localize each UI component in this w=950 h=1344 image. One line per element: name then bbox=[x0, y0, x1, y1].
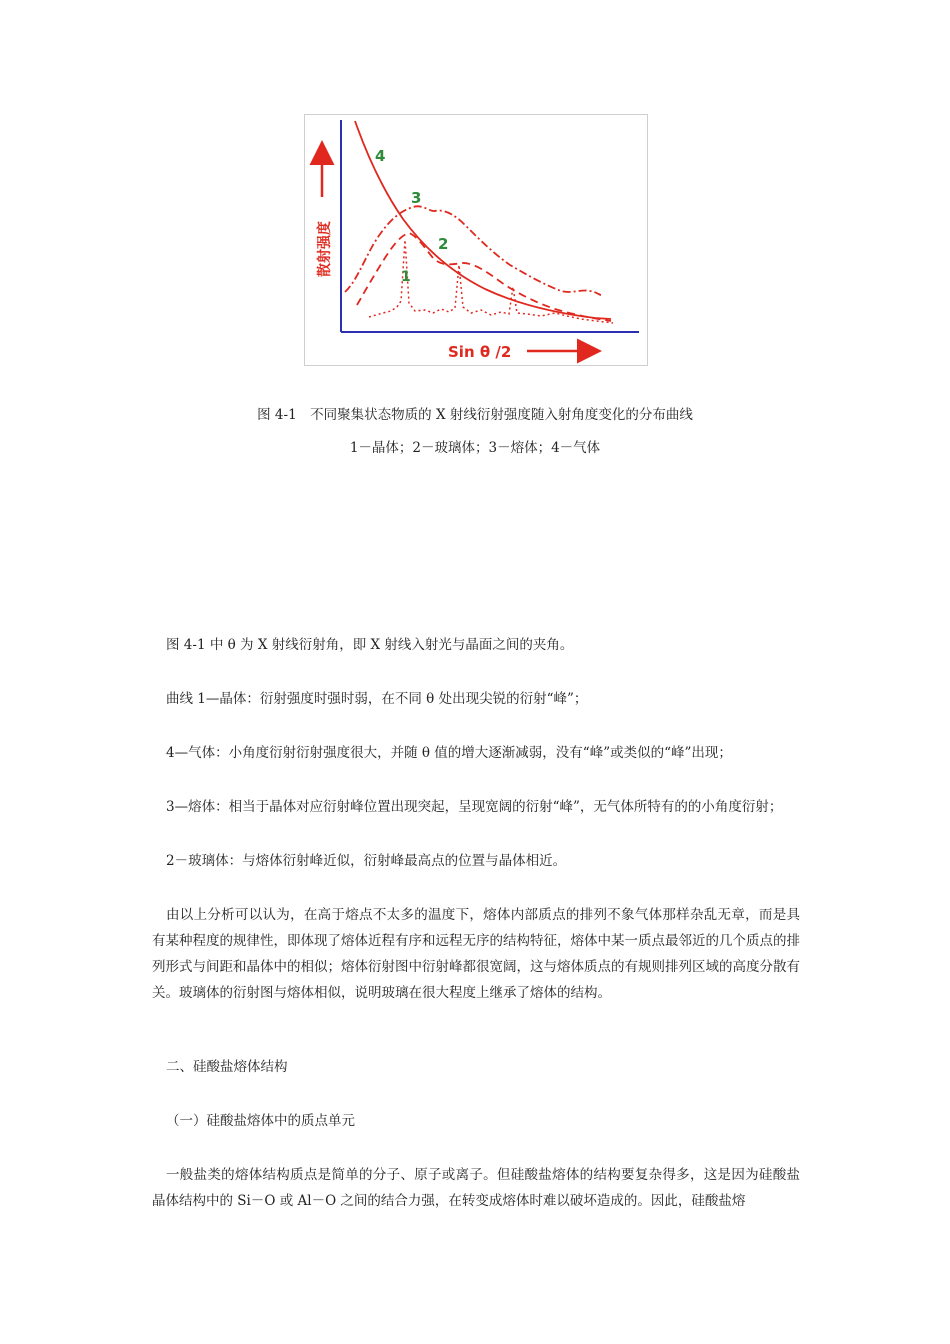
x-axis-label: Sin θ /2 bbox=[448, 343, 512, 361]
paragraph-curve-4: 4—气体：小角度衍射衍射强度很大，并随 θ 值的增大逐渐减弱，没有“峰”或类似的“峰”出现； bbox=[166, 745, 732, 761]
curve-2-glass bbox=[357, 233, 611, 321]
subsection-heading: （一）硅酸盐熔体中的质点单元 bbox=[166, 1113, 355, 1129]
curve-label-3: 3 bbox=[411, 189, 422, 207]
paragraph-silicate: 一般盐类的熔体结构质点是简单的分子、原子或离子。但硅酸盐熔体的结构要复杂得多，这是因为硅酸盐晶体结构中的 Si－O 或 Al－O 之间的结合力强，在转变成熔体时难以破坏造成的。因此，硅酸盐熔 bbox=[152, 1167, 800, 1209]
paragraph-curve-3: 3—熔体：相当于晶体对应衍射峰位置出现突起，呈现宽阔的衍射“峰”，无气体所特有的的小角度衍射； bbox=[166, 799, 783, 815]
paragraph-theta-definition: 图 4-1 中 θ 为 X 射线衍射角，即 X 射线入射光与晶面之间的夹角。 bbox=[166, 637, 574, 653]
paragraph-analysis: 由以上分析可以认为，在高于熔点不太多的温度下，熔体内部质点的排列不象气体那样杂乱无章，而是具有某种程度的规律性，即体现了熔体近程有序和远程无序的结构特征，熔体中某一质点最邻近的几个质点的排列形式与间距和晶体中的相似；熔体衍射图中衍射峰都很宽阔，这与熔体质点的有规则排列区域的高度分散有关。玻璃体的衍射图与熔体相似，说明玻璃在很大程度上继承了熔体的结构。 bbox=[152, 907, 800, 1001]
curve-label-4: 4 bbox=[375, 147, 386, 165]
paragraph-curve-1: 曲线 1—晶体：衍射强度时强时弱，在不同 θ 处出现尖锐的衍射“峰”； bbox=[166, 691, 588, 707]
curve-4-gas bbox=[355, 121, 611, 319]
section-heading: 二、硅酸盐熔体结构 bbox=[166, 1059, 288, 1075]
figure-caption-legend: 1－晶体；2－玻璃体；3－熔体；4－气体 bbox=[349, 440, 601, 456]
curve-label-1: 1 bbox=[401, 269, 411, 285]
diffraction-figure bbox=[304, 114, 648, 366]
y-axis-label: 散射强度 bbox=[317, 221, 333, 277]
diffraction-chart bbox=[305, 115, 647, 365]
figure-caption-title: 图 4-1 不同聚集状态物质的 X 射线衍射强度随入射角度变化的分布曲线 bbox=[257, 407, 693, 423]
curve-label-2: 2 bbox=[438, 235, 449, 253]
paragraph-curve-2: 2－玻璃体：与熔体衍射峰近似，衍射峰最高点的位置与晶体相近。 bbox=[166, 853, 567, 869]
